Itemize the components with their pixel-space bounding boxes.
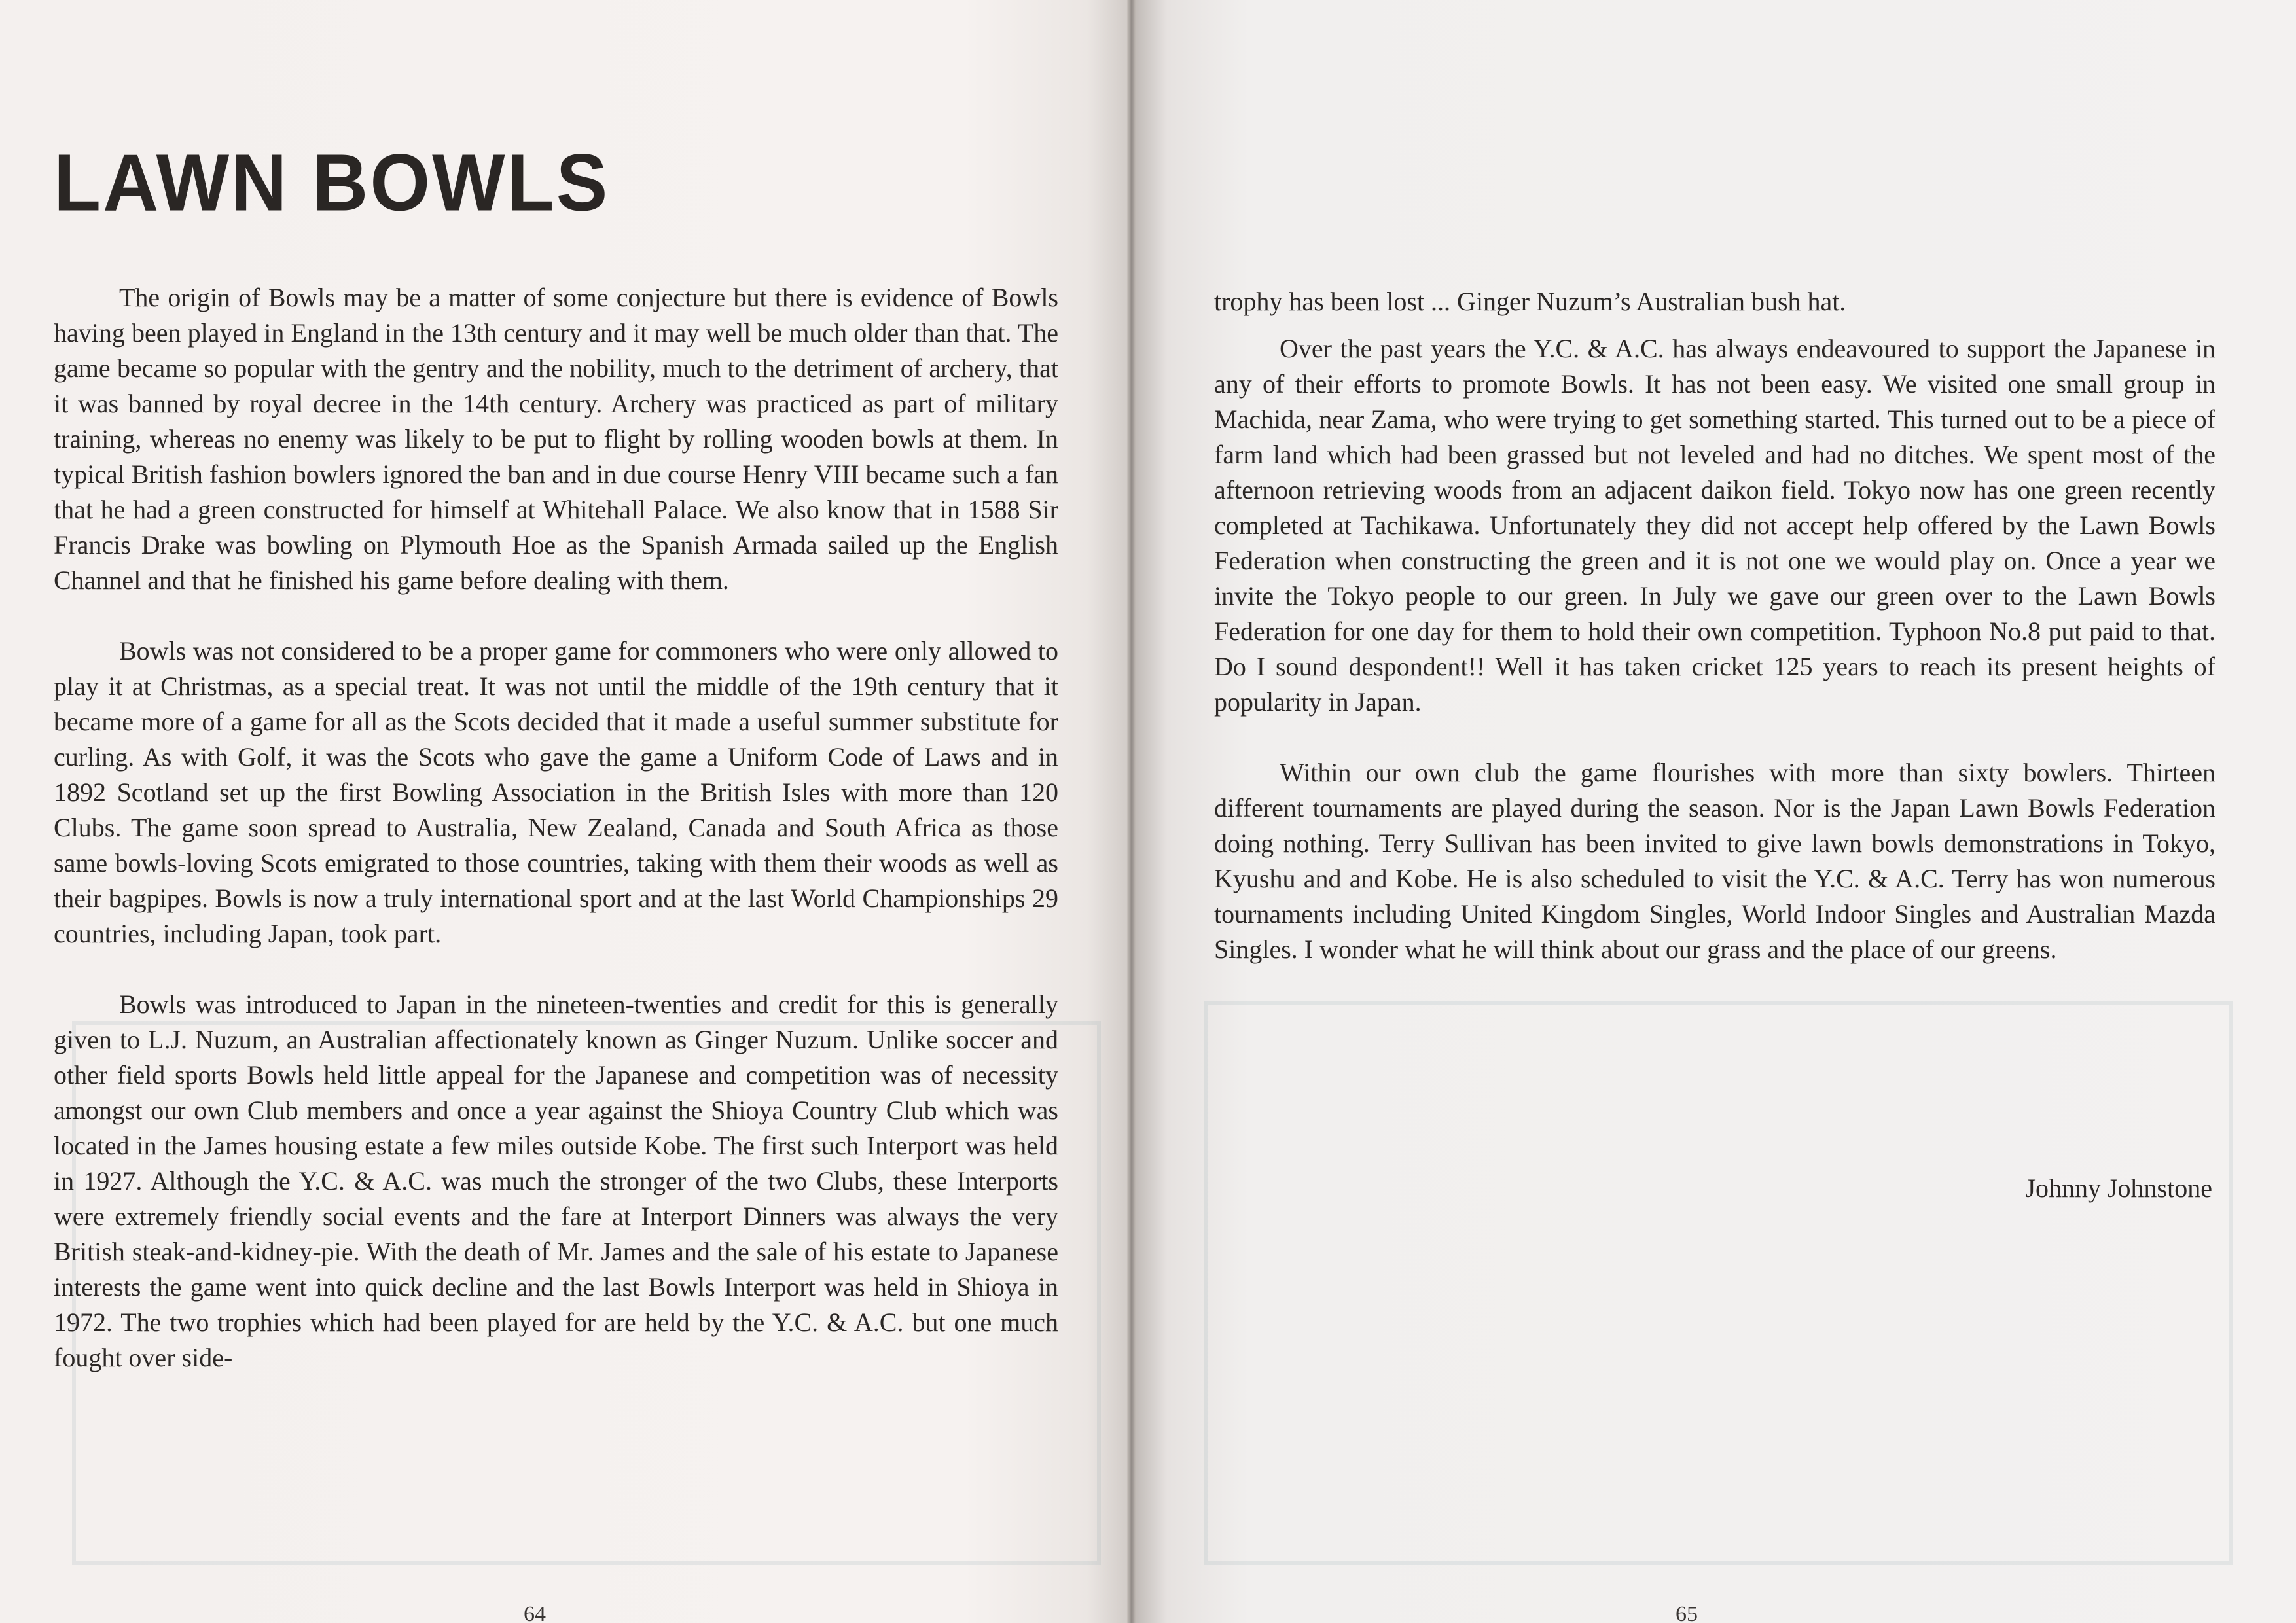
- bleed-through-frame-right: [1204, 1001, 2233, 1565]
- page-number-left: 64: [524, 1602, 546, 1623]
- left-page: [0, 0, 1132, 1623]
- paragraph-continuation: trophy has been lost ... Ginger Nuzum’s Australian bush hat.: [1214, 287, 1846, 316]
- right-text-column: [1214, 284, 2215, 967]
- left-text-column: [54, 280, 1058, 1376]
- right-page: [1132, 0, 2296, 1623]
- page-title: LAWN BOWLS: [54, 137, 610, 228]
- paragraph-club-flourishes: Within our own club the game flourishes with more than sixty bowlers. Thirteen different tournaments are played during the season. Nor is the Japan Lawn Bowls Federation doing nothing. Terry Sullivan has been invited to give lawn bowls demonstrations in Tokyo, Kyushu and and Kobe. He is also scheduled to visit the Y.C. & A.C. Terry has won numerous tournaments including United Kingdom Singles, World Indoor Singles and Australian Mazda Singles. I wonder what he will think about our grass and the place of our greens.: [1214, 758, 2215, 964]
- paragraph-origin: The origin of Bowls may be a matter of some conjecture but there is evidence of Bowls having been played in England in the 13th century and it may well be much older than that. The game became so popular with the gentry and the nobility, much to the detriment of archery, that it was banned by royal decree in the 14th century. Archery was practiced as part of military training, whereas no enemy was likely to be put to flight by rolling wooden bowls at them. In typical British fashion bowlers ignored the ban and in due course Henry VIII became such a fan that he had a green constructed for himself at Whitehall Palace. We also know that in 1588 Sir Francis Drake was bowling on Plymouth Hoe as the Spanish Armada sailed up the English Channel and that he finished his game before dealing with them.: [54, 283, 1058, 595]
- paragraph-commoners: Bowls was not considered to be a proper game for commoners who were only allowed to play it at Christmas, as a special treat. It was not until the middle of the 19th century that it became more of a game for all as the Scots decided that it made a useful summer substitute for curling. As with Golf, it was the Scots who gave the game a Uniform Code of Laws and in 1892 Scotland set up the first Bowling Association in the British Isles with more than 120 Clubs. The game soon spread to Australia, New Zealand, Canada and South Africa as those same bowls-loving Scots emigrated to those countries, taking with them their woods as well as their bagpipes. Bowls is now a truly international sport and at the last World Championships 29 countries, including Japan, took part.: [54, 636, 1058, 948]
- book-gutter: [1127, 0, 1136, 1623]
- paragraph-support-japanese: Over the past years the Y.C. & A.C. has always endeavoured to support the Japanese in any of their efforts to promote Bowls. It has not been easy. We visited one small group in Machida, near Zama, who were trying to get something started. This turned out to be a piece of farm land which had been grassed but not leveled and had no ditches. We spent most of the afternoon retrieving woods from an adjacent daikon field. Tokyo now has one green recently completed at Tachikawa. Unfortunately they did not accept help offered by the Lawn Bowls Federation when constructing the green and it is not one we would play on. Once a year we invite the Tokyo people to our green. In July we gave our green over to the Lawn Bowls Federation for one day for them to hold their own competition. Typhoon No.8 put paid to that. Do I sound despondent!! Well it has taken cricket 125 years to reach its present heights of popularity in Japan.: [1214, 334, 2215, 717]
- author-signature: Johnny Johnstone: [2025, 1173, 2212, 1203]
- paragraph-japan-intro: Bowls was introduced to Japan in the nineteen-twenties and credit for this is generally given to L.J. Nuzum, an Australian affectionately known as Ginger Nuzum. Unlike soccer and other field sports Bowls held little appeal for the Japanese and competition was of necessity amongst our own Club members and once a year against the Shioya Country Club which was located in the James housing estate a few miles outside Kobe. The first such Interport was held in 1927. Although the Y.C. & A.C. was much the stronger of the two Clubs, these Interports were extremely friendly social events and the fare at Interport Dinners was always the very British steak-and-kidney-pie. With the death of Mr. James and the sale of his estate to Japanese interests the game went into quick decline and the last Bowls Interport was held in Shioya in 1972. The two trophies which had been played for are held by the Y.C. & A.C. but one much fought over side-: [54, 990, 1058, 1372]
- page-number-right: 65: [1676, 1602, 1698, 1623]
